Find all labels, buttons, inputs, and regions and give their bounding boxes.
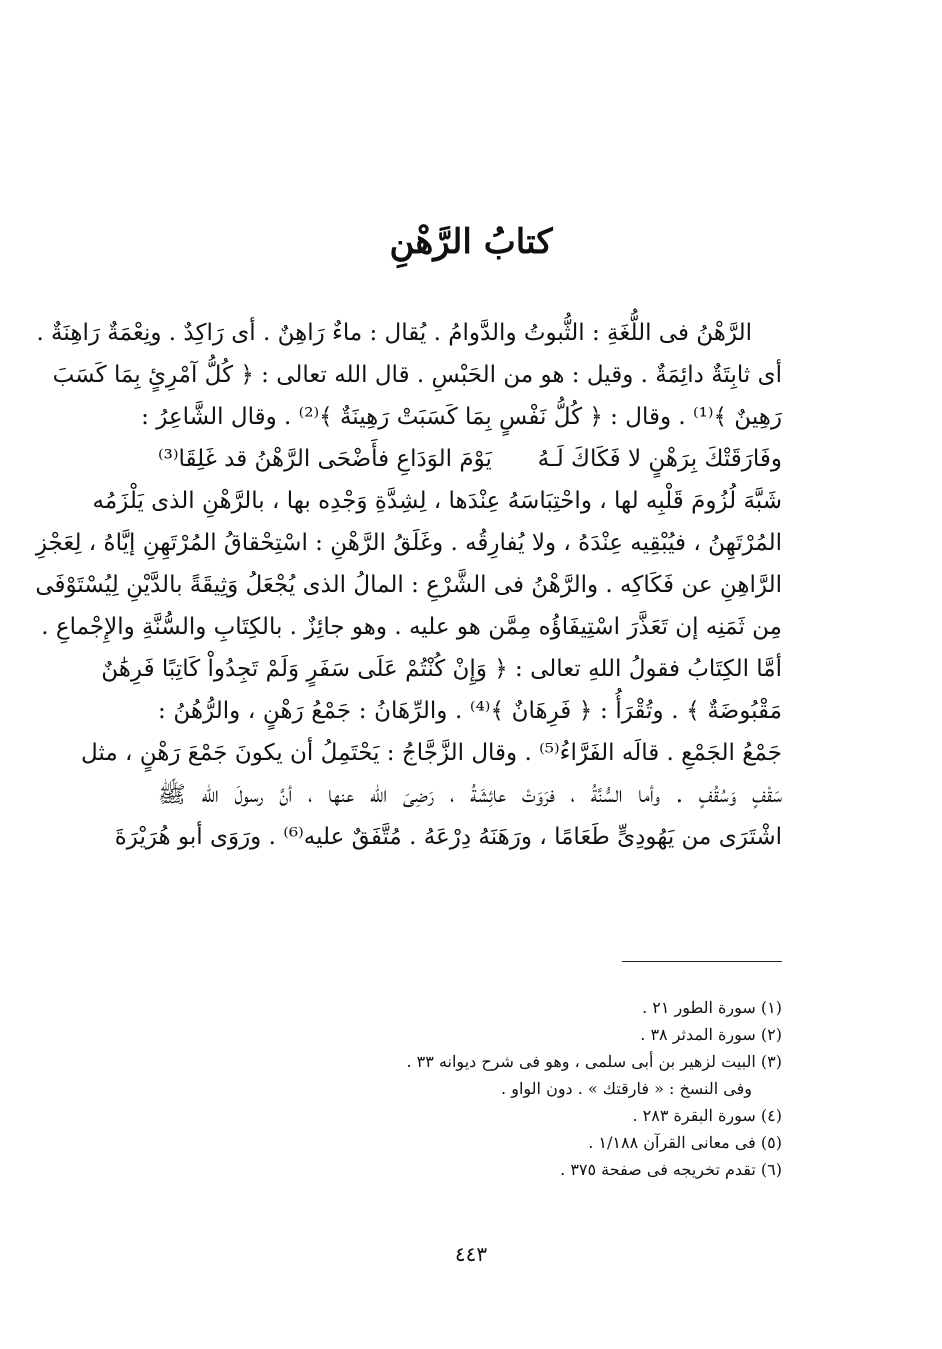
- footnote-3: (٣) البيت لزهير بن أبى سلمى ، وهو فى شرح ديوانه ٣٣ .: [406, 1052, 782, 1071]
- verse-first-hemistich: وفَارَقَتْكَ بِرَهْنٍ لا فَكَاكَ لَـهُ: [537, 446, 782, 472]
- main-text: [35, 312, 782, 858]
- text-line-9: أمَّا الكِتَابُ فقولُ اللهِ تعالى : ﴿ وَإِنْ كُنْتُمْ عَلَى سَفَرٍ وَلَمْ تَجِدُواْ كَاتِبًا فَرِهَٰنٌ: [101, 656, 782, 682]
- text-line-7: الرَّاهِنِ عن فَكَاكِه . والرَّهْنُ فى الشَّرْعِ : المالُ الذى يُجْعَلُ وَثِيقَةً بالدَّيْنِ لِيُسْتَوْفَى: [35, 572, 782, 598]
- text-line-8: مِن ثَمَنِه إن تَعَذَّرَ اسْتِيفَاؤُه مِمَّن هو عليه . وهو جائِزٌ . بالكِتَابِ والسُّنَّةِ والإِجْماعِ .: [41, 614, 782, 640]
- verse-second-hemistich: يَوْمَ الوَدَاعِ فأَضْحَى الرَّهْنُ قد غَلِقَا⁽³⁾: [158, 446, 492, 472]
- footnote-1: (١) سورة الطور ٢١ .: [642, 998, 782, 1017]
- text-line-1: الرَّهْنُ فى اللُّغَةِ : الثُّبوتُ والدَّوامُ . يُقال : ماءٌ رَاهِنٌ . أى رَاكِدٌ . ونِعْمَةٌ رَاهِنَةٌ .: [36, 320, 752, 346]
- text-line-11: جَمْعُ الجَمْعِ . قالَه الفَرَّاءُ⁽⁵⁾ . وقال الزَّجَّاجُ : يَحْتَمِلُ أن يكونَ جَمْعَ رَهْنٍ ، مثل: [80, 740, 782, 766]
- footnote-2: (٢) سورة المدثر ٣٨ .: [640, 1025, 782, 1044]
- text-line-13: اشْتَرَى من يَهُودِىٍّ طَعَامًا ، ورَهَنَهُ دِرْعَهُ . مُتَّفَقٌ عليه⁽⁶⁾ . ورَوَى أبو هُرَيْرَةَ: [114, 824, 782, 850]
- text-line-2: أى ثابِتَةٌ دائِمَةٌ . وقيل : هو من الحَبْسِ . قال الله تعالى : ﴿ كُلُّ آمْرِئٍ بِمَا كَسَبَ: [52, 362, 782, 388]
- footnote-3-continuation: وفى النسخ : « فارقتك » . دون الواو .: [501, 1079, 752, 1098]
- text-line-10: مَقْبُوضَةٌ ﴾ . وتُقْرَأُ : ﴿ فَرِهَانٌ ﴾⁽⁴⁾ . والرِّهَانُ : جَمْعُ رَهْنٍ ، والرُّهُنُ :: [158, 698, 782, 724]
- footnote-divider: [622, 961, 782, 962]
- footnote-5: (٥) فى معانى القرآن ١/١٨٨ .: [588, 1133, 782, 1152]
- footnotes: [142, 994, 782, 1183]
- footnote-6: (٦) تقدم تخريجه فى صفحة ٣٧٥ .: [560, 1160, 782, 1179]
- footnote-4: (٤) سورة البقرة ٢٨٣ .: [632, 1106, 782, 1125]
- text-line-5: شَبَّهَ لُزُومَ قَلْبِه لها ، واحْتِبَاسَهُ عِنْدَها ، لِشِدَّةِ وَجْدِه بها ، بالرَّهْنِ الذى يَلْزَمُه: [92, 488, 782, 514]
- page-number: ٤٤٣: [454, 1242, 488, 1266]
- poetry-verse: [158, 438, 782, 480]
- chapter-title: كتابُ الرَّهْنِ: [389, 222, 553, 262]
- text-line-12: سَقْفٍ وَسُقُفٍ . وأما السُّنَّةُ ، فرَوَتْ عائِشَةُ ، رَضِىَ الله عنها ، أنَّ رسولَ الله ﷺ: [158, 782, 782, 808]
- text-line-6: المُرْتَهِنُ ، فيُبْقِيه عِنْدَهُ ، ولا يُفارِقُه . وغَلَقُ الرَّهْنِ : اسْتِحْقاقُ المُرْتَهِنِ إيَّاهُ ، لِعَجْزِ: [35, 530, 782, 556]
- text-line-3: رَهِينٌ ﴾⁽¹⁾ . وقال : ﴿ كُلُّ نَفْسٍ بِمَا كَسَبَتْ رَهِينَةٌ ﴾⁽²⁾ . وقال الشَّاعِرُ :: [141, 404, 782, 430]
